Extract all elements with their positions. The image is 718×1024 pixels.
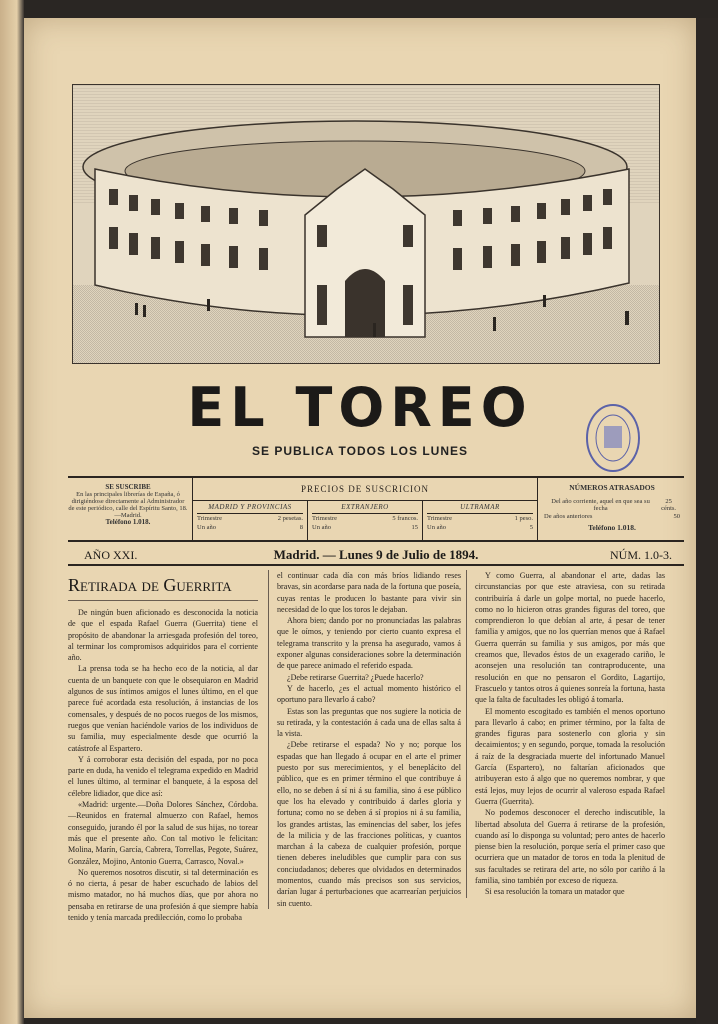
article-column-2 [268,570,461,909]
price-column-ultramar: ULTRAMAR Trimestre 1 peso. Un año 5 [427,503,533,531]
paragraph: Ahora bien; dando por no pronunciadas las palabras que le oímos, y teniendo por cierto cuanto expresa el telegrama transcrito y la prensa ha asegurado, vamos á exponer algunas consideraciones sobre la determinación de que parece animado el referido espada. [277,616,461,671]
paragraph: «Madrid: urgente.—Doña Dolores Sánchez, Córdoba.—Reunidos en fraternal almuerzo con Rafael, hemos conseguido, jurando él por la salud de sus hijas, no torear más que el presente año. Con tal motivo le felicitan: Molina, Marín, García, Cabrera, Torrellas, Pegote, Suárez, González, Mojino, Antonio Guerra, Carrasco, Noval.» [68,800,258,866]
paragraph: ¿Debe retirarse el espada? No y no; porque los espadas que han llegado á ocupar en el arte el primer puesto por sus merecimientos, y el beneplácito del público, que es en primer término el que contribuye á ello, no se deben á sí ni á su familia, sino á ese público que los ha elevado y contribuido á darles gloria y fortuna; como no se deben á sí propios ni á su familia, los grandes artistas, las eminencias del saber, los jefes de la milicia y de las fracciones políticas, y cuantos marchan á la cabeza de cualquier profesión, porque tienen deberes ineludibles que cumplir para con sus conciudadanos; deberes que olvidados en determinados momentos, cuando más precisos son sus servicios, darían lugar á perturbaciones que acarrearían perjuicios sin cuento. [277,740,461,908]
price-column-extranjero: EXTRANJERO Trimestre 5 francos. Un año 15 [308,501,423,541]
paragraph: ¿Debe retirarse Guerrita? ¿Puede hacerlo? [287,672,424,682]
paragraph: Estas son las preguntas que nos sugiere la noticia de su retirada, y la contestación á cada una de ellas salta á la vista. [277,706,461,739]
masthead-subtitle: SE PUBLICA TODOS LOS LUNES [251,444,469,458]
paragraph: El momento escogitado es también el menos oportuno para llevarlo á cabo; en primer término, por la falta de grandes figuras para sostenerlo con gloria y sin decaimientos; y en segundo, porque, tomada la resolución á raíz de la desgraciada muerte del infortunado Manuel García (Espartero), no faltarían aficionados que atribuyeran esto á algo que no queremos nombrar, y que está lejos, muy lejos de ocurrir al valeroso espada Rafael Guerra (Guerrita). [475,706,665,806]
paragraph: No queremos nosotros discutir, si tal determinación es ó no cierta, á pesar de haber escuchado de labios del mismo matador, no há muchos días, que por ahora no pensaba en retirarse de una profesión á que siempre había tenido y tenía marcada predilección, como lo probaba [68,867,258,923]
price-column-madrid: MADRID Y PROVINCIAS Trimestre 2 pesetas. Un año 8 [193,501,308,541]
paragraph: Si esa resolución la tomara un matador que [485,887,625,897]
back-issues-info: NÚMEROS ATRASADOS Del año corriente, aquel en que sea su fecha 25 cénts. De años anteriores 50 Teléfono 1.018. [544,483,680,532]
paragraph: el continuar cada día con más bríos lidiando reses bravas, sin acordarse para nada de la fortuna que poseía, cuyas rentas le producen lo bastante para vivir sin necesidad de lo que los toros le dejaban. [277,571,461,614]
year-label: AÑO XXI. [84,548,138,562]
library-stamp-icon [584,402,642,474]
article-column-1 [68,570,258,923]
paragraph: Y como Guerra, al abandonar el arte, dadas las circunstancias por que este atraviesa, con su retirada contribuiría á darle un golpe mortal, no puede hacerlo, como no lo hicieron otras grandes figuras del toreo, que comprendieron lo que debían al arte, á pesar de tener familia y amigos, que no los querrían menos que á Rafael Guerra querrán su familia y sus amigos, por más que creamos que, llevados éstos de un exagerado cariño, le aconsejen una resolución tan contraproducente, una resolución en que no pensaron el Gordito, Lagartijo, Frascuelo y tantos otros á quienes sonreía la fortuna, hasta que la falta de facultades les obligó á tomarla. [475,571,665,705]
paragraph: De ningún buen aficionado es desconocida la noticia de que el espada Rafael Guerra (Guerrita) tiene el propósito de abandonar la arriesgada profesión del toreo, al terminar los compromisos adquiridos para el corriente año. [68,608,258,663]
scan-background [696,18,718,1024]
masthead-title: EL TOREO [187,376,533,439]
subscription-box [68,476,684,542]
left-page-strip [0,0,24,1024]
dateline [68,546,684,566]
bullring-engraving [72,84,660,364]
paragraph: Y á corroborar esta decisión del espada, por no poca parte en duda, ha venido el telegrama expedido en Madrid el lunes último, al terminar el banquete, á la esposa del célebre lidiador, que dice así: [68,754,258,798]
paragraph: La prensa toda se ha hecho eco de la noticia, al dar cuenta de un banquete con que le obsequiaron en Madrid algunos de sus íntimos amigos el lunes último, en el que parece fué acordada esta resolución, á instancias de los comensales, y después de no pocos ruegos de los mismos, ruegos que venían haciéndole varios de los individuos de su familia, muy especialmente desde que ocurrió la catástrofe al Espartero. [68,664,258,753]
paragraph: Y de hacerlo, ¿es el actual momento histórico el oportuno para llevarlo á cabo? [277,683,461,705]
article-column-3 [466,570,665,898]
suscribe-info: SE SUSCRIBE En las principales librerías de España, ó dirigiéndose directamente al Administrador de este periódico, calle del Espíritu Santo, 18.—Madrid. Teléfono 1.018. [68,483,188,526]
date-label: Madrid. — Lunes 9 de Julio de 1894. [273,547,479,562]
article-title: Retirada de Guerrita [68,574,258,601]
issue-number: NÚM. 1.0-3. [610,548,672,562]
subscription-prices: PRECIOS DE SUSCRICION MADRID Y PROVINCIAS Trimestre 2 pesetas. Un año 8 EXTRANJERO Trimestre 5 francos. Un año 15 ULTRAMAR Trimestre 1 peso. Un año 5 [192,478,538,540]
bullring-illustration-icon [73,85,659,363]
newspaper-page [24,18,696,1018]
paragraph: No podemos desconocer el derecho indiscutible, la libertad absoluta del Guerra á retirarse de la profesión, cuando así lo disponga su voluntad; pero antes de hacerlo piense bien la resolución, porque sería el primer caso que ocurriera que un matador de toros en toda la plenitud de sus facultades se retirara del arte, no sólo por cariño á la familia, sino también por exceso de riqueza. [475,808,665,886]
